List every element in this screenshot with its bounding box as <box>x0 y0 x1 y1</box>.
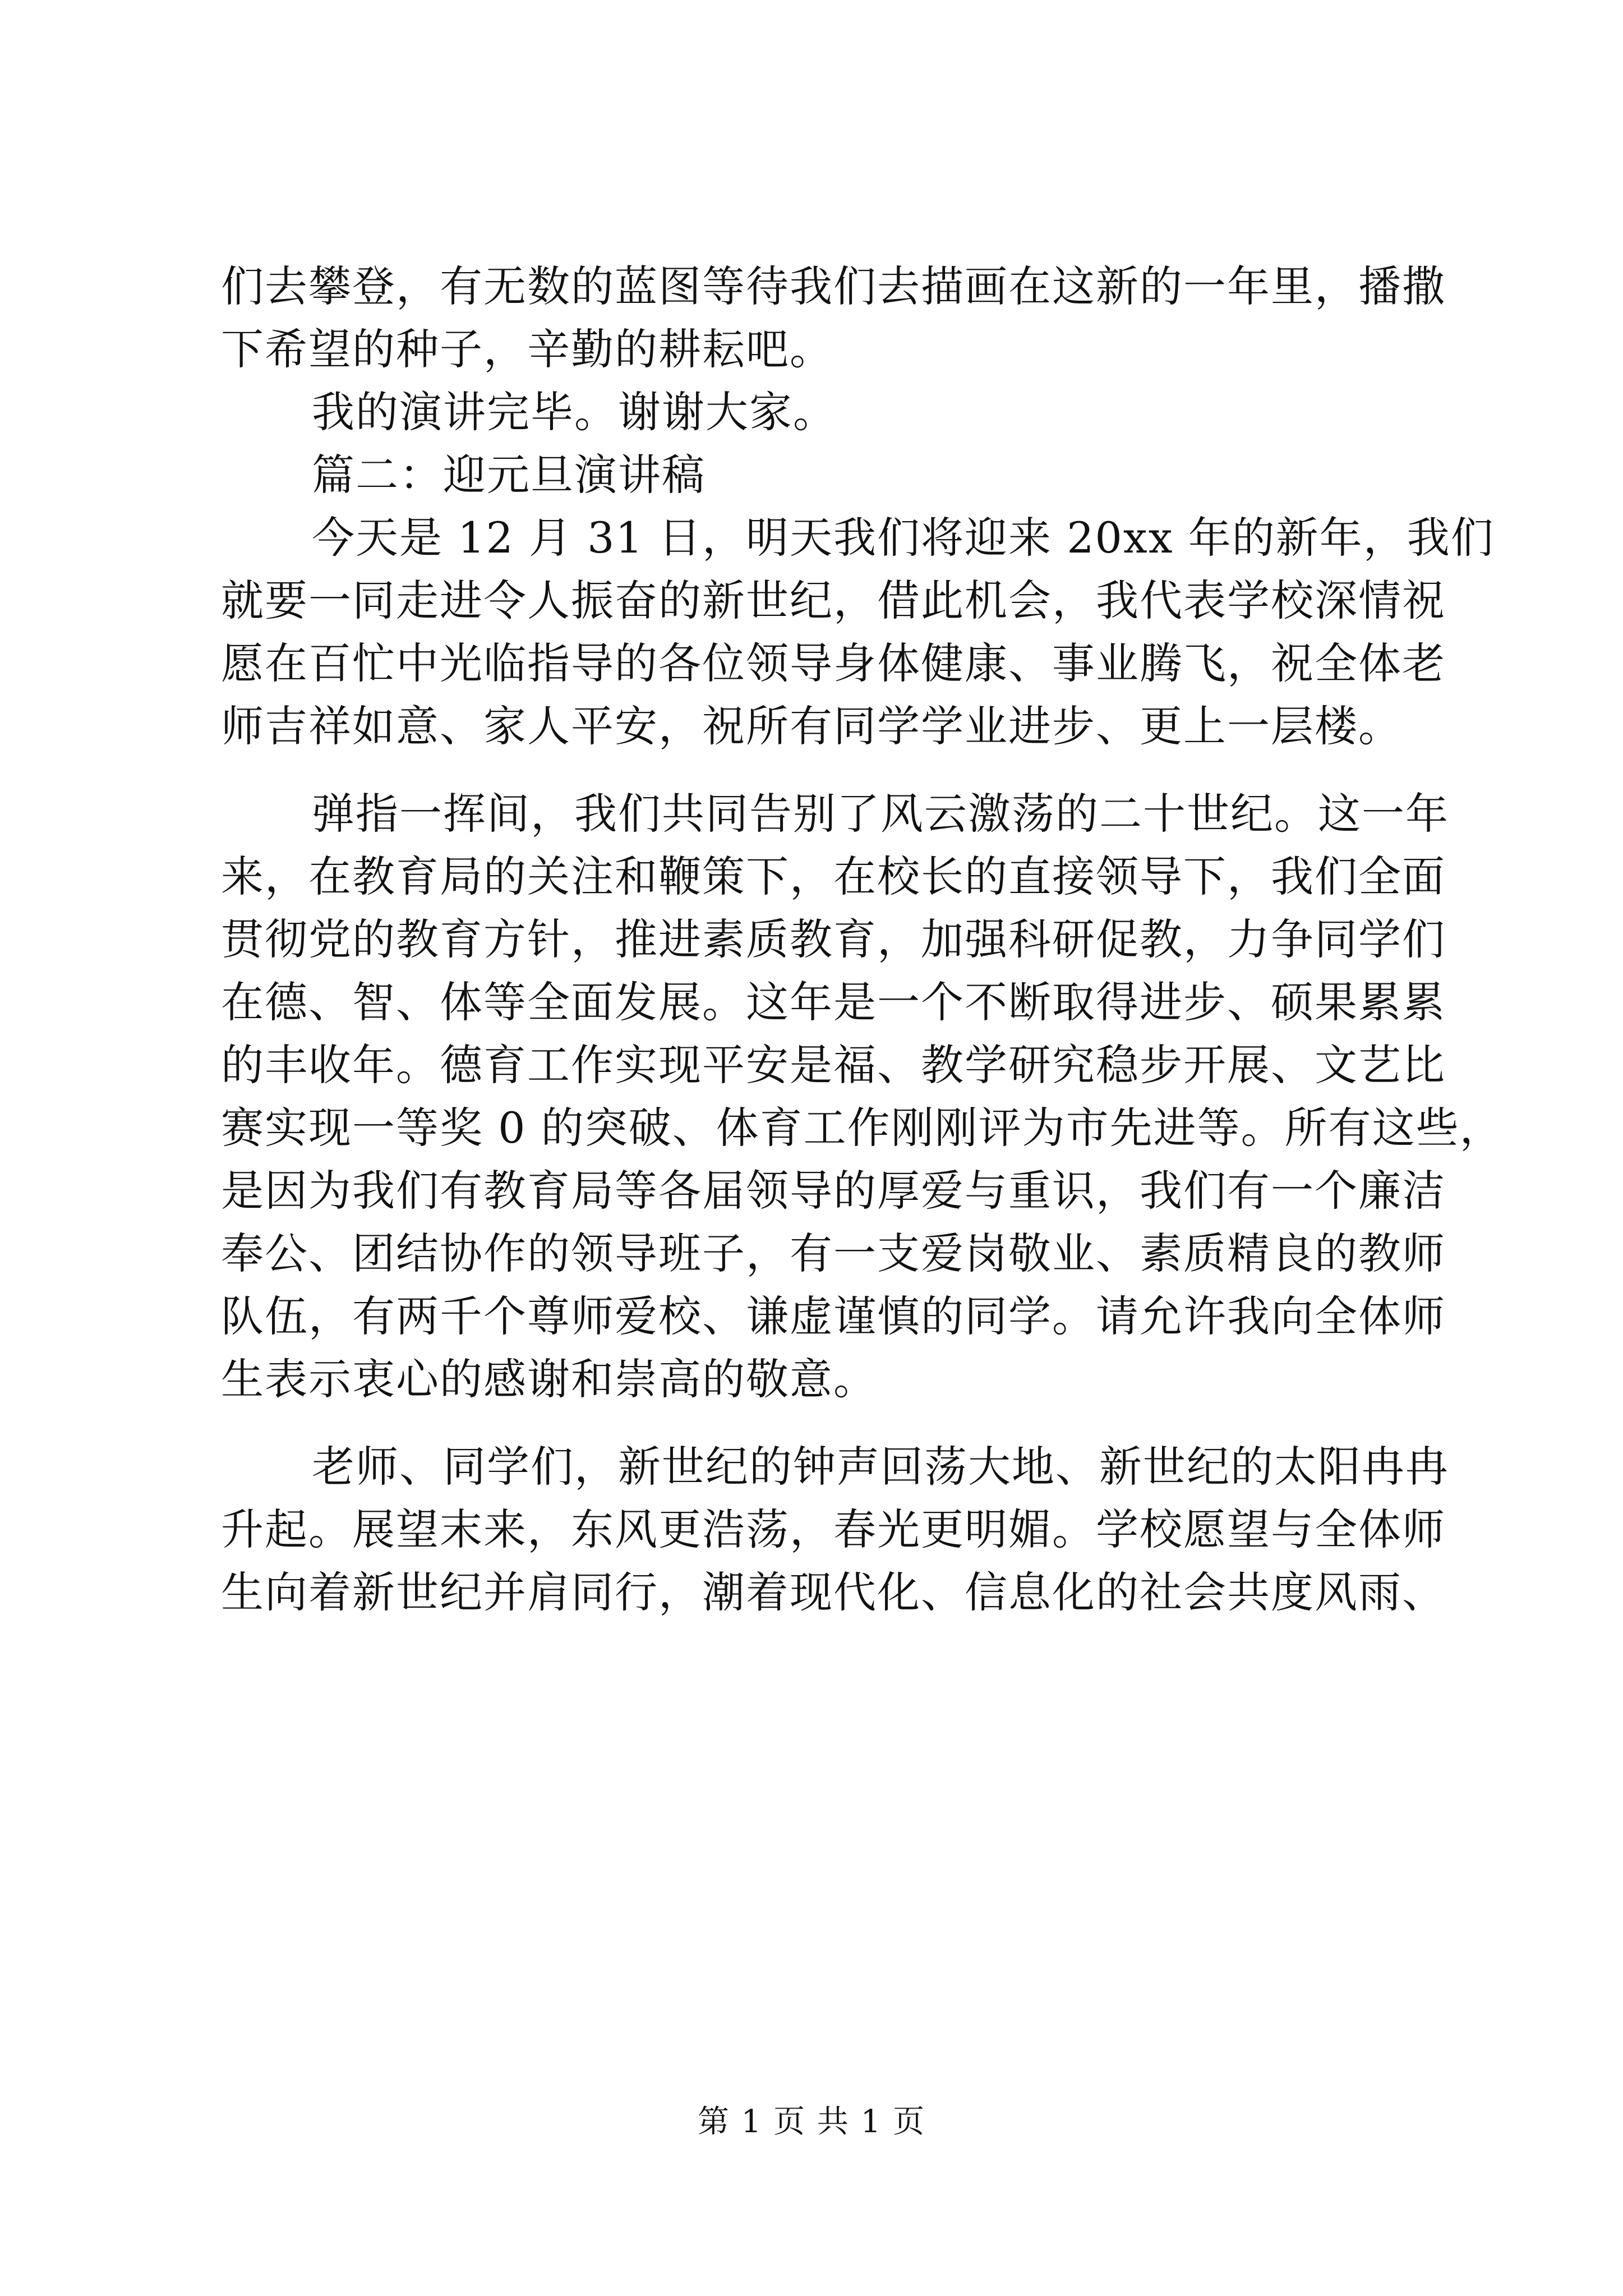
text-line: 们去攀登，有无数的蓝图等待我们去描画在这新的一年里，播撒 <box>221 261 1446 311</box>
text-line: 贯彻党的教育方针，推进素质教育，加强科研促教，力争同学们 <box>221 914 1446 964</box>
text-line: 生表示衷心的感谢和崇高的敬意。 <box>221 1354 877 1404</box>
page-footer <box>0 2102 1623 2142</box>
text-line: 今天是 12 月 31 日，明天我们将迎来 20xx 年的新年，我们 <box>312 513 1495 563</box>
text-line: 是因为我们有教育局等各届领导的厚爱与重识，我们有一个廉洁 <box>221 1166 1446 1216</box>
text-line: 师吉祥如意、家人平安，祝所有同学学业进步、更上一层楼。 <box>221 701 1402 751</box>
text-line: 下希望的种子，辛勤的耕耘吧。 <box>221 324 833 374</box>
text-line: 的丰收年。德育工作实现平安是福、教学研究稳步开展、文艺比 <box>221 1040 1446 1090</box>
text-line: 生向着新世纪并肩同行，潮着现代化、信息化的社会共度风雨、 <box>221 1567 1446 1617</box>
text-line: 就要一同走进令人振奋的新世纪，借此机会，我代表学校深情祝 <box>221 576 1446 625</box>
text-line: 老师、同学们，新世纪的钟声回荡大地、新世纪的太阳冉冉 <box>312 1442 1449 1492</box>
text-line: 在德、智、体等全面发展。这年是一个不断取得进步、硕果累累 <box>221 977 1446 1027</box>
text-line: 升起。展望末来，东风更浩荡，春光更明媚。学校愿望与全体师 <box>221 1504 1446 1554</box>
text-line: 愿在百忙中光临指导的各位领导身体健康、事业腾飞，祝全体老 <box>221 638 1446 688</box>
text-line: 来，在教育局的关注和鞭策下，在校长的直接领导下，我们全面 <box>221 852 1446 901</box>
document-body <box>221 255 1504 1624</box>
text-line: 我的演讲完毕。谢谢大家。 <box>312 387 837 437</box>
text-line: 弹指一挥间，我们共同告别了风云激荡的二十世纪。这一年 <box>312 789 1449 839</box>
section-heading: 篇二：迎元旦演讲稿 <box>312 450 706 500</box>
page-number-label: 第 1 页 共 1 页 <box>697 2104 926 2140</box>
text-line: 奉公、团结协作的领导班子，有一支爱岗敬业、素质精良的教师 <box>221 1228 1446 1278</box>
text-line: 队伍，有两千个尊师爱校、谦虚谨慎的同学。请允许我向全体师 <box>221 1291 1446 1341</box>
text-line: 赛实现一等奖 0 的突破、体育工作刚刚评为市先进等。所有这些， <box>221 1103 1504 1153</box>
